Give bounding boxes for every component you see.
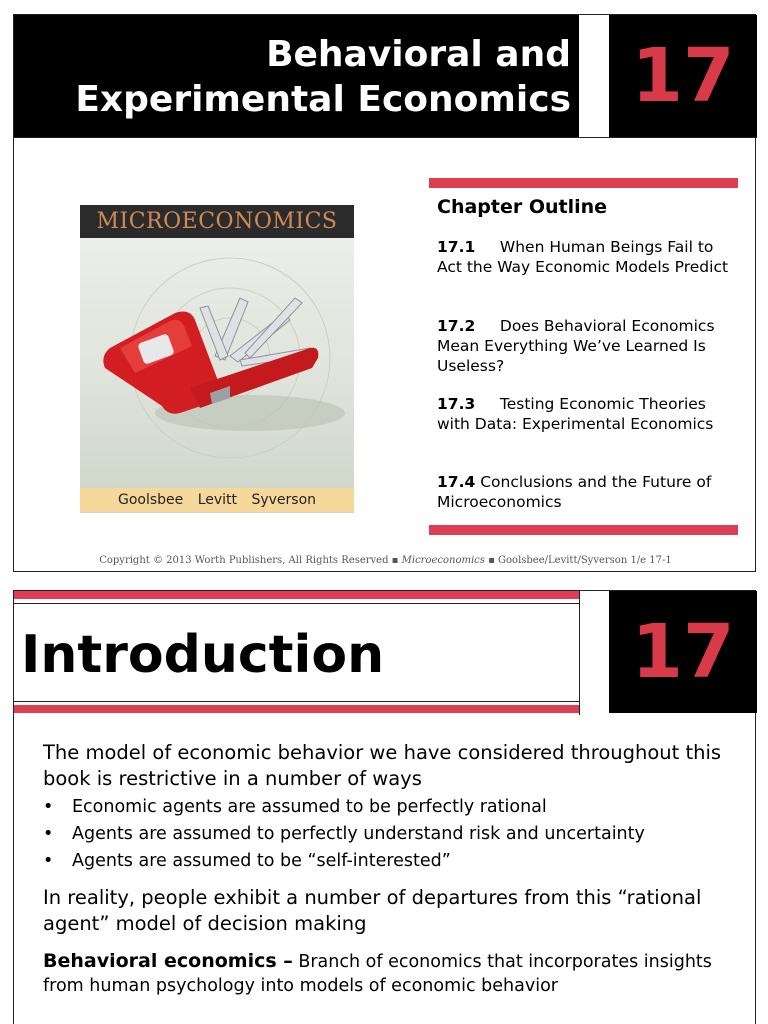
assumption-list xyxy=(43,794,743,875)
book-title: MICROECONOMICS xyxy=(80,205,354,238)
intro-paragraph: The model of economic behavior we have considered throughout this book is restrictive in a number of ways xyxy=(43,741,722,790)
copyright-suffix: ▪ Goolsbee/Levitt/Syverson 1/e xyxy=(488,555,647,566)
outline-item xyxy=(437,472,737,512)
outline-item-text: Does Behavioral Economics Mean Everything We’ve Learned Is Useless? xyxy=(437,317,715,375)
definition-behavioral-economics xyxy=(43,949,743,998)
outline-bottom-rule xyxy=(429,525,738,535)
title-bottom-thin-rule xyxy=(14,701,579,702)
list-item: • Agents are assumed to be “self-interested” xyxy=(43,848,743,875)
outline-item-text: When Human Beings Fail to Act the Way Economic Models Predict xyxy=(437,238,729,276)
outline-top-rule xyxy=(429,178,738,188)
chapter-title-line1: Behavioral and xyxy=(266,34,571,75)
copyright-book: Microeconomics xyxy=(401,555,485,566)
outline-item-number: 17.2 xyxy=(437,317,476,335)
list-item: • Economic agents are assumed to be perfectly rational xyxy=(43,794,743,821)
intro-title-box xyxy=(14,591,580,715)
title-top-thin-rule xyxy=(14,603,579,604)
slide-introduction xyxy=(13,590,756,1024)
definition-term: Behavioral economics – xyxy=(43,950,293,972)
chapter-title-line2: Experimental Economics xyxy=(75,79,571,120)
outline-item xyxy=(437,394,737,434)
outline-item-number: 17.3 xyxy=(437,395,476,413)
list-item: • Agents are assumed to perfectly understand risk and uncertainty xyxy=(43,821,743,848)
title-top-rule xyxy=(14,591,579,599)
outline-item-text: Testing Economic Theories with Data: Experimental Economics xyxy=(437,395,714,433)
title-bottom-rule xyxy=(14,705,579,713)
reality-paragraph: In reality, people exhibit a number of departures from this “rational agent” model of decision making xyxy=(43,886,702,935)
book-authors: Goolsbee Levitt Syverson xyxy=(80,488,354,512)
outline-item-number: 17.4 xyxy=(437,473,476,491)
chapter-outline-heading: Chapter Outline xyxy=(437,196,608,218)
intro-title: Introduction xyxy=(21,625,385,685)
chapter-number-badge: 17 xyxy=(609,15,757,137)
copyright-prefix: Copyright © 2013 Worth Publishers, All Rights Reserved ▪ xyxy=(99,555,399,566)
outline-item-text: Conclusions and the Future of Microeconomics xyxy=(437,473,712,511)
chapter-title-box xyxy=(14,15,579,137)
swiss-knife-illustration xyxy=(80,238,354,488)
definition-text: Branch of economics that incorporates insights from human psychology into models of economic behavior xyxy=(43,952,712,996)
book-cover-image xyxy=(80,205,354,513)
header-divider xyxy=(14,137,757,138)
slide-page-number: 17-1 xyxy=(649,555,672,566)
outline-item-number: 17.1 xyxy=(437,238,476,256)
slide-chapter-outline xyxy=(13,14,756,572)
chapter-number-badge: 17 xyxy=(609,591,757,713)
copyright-footer xyxy=(14,555,757,566)
outline-item xyxy=(437,316,737,376)
outline-item xyxy=(437,237,737,277)
